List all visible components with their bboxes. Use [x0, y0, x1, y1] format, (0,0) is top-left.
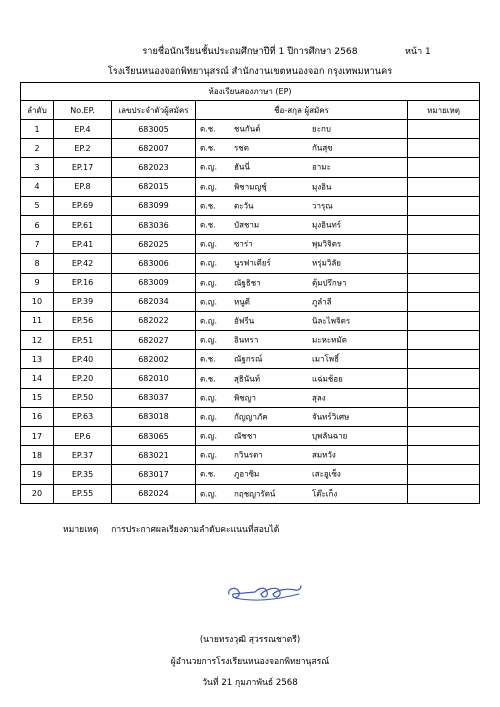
row-number: 19: [21, 465, 54, 484]
table-row: [21, 235, 480, 254]
ep-number: EP.63: [54, 407, 112, 426]
ep-number: EP.55: [54, 484, 112, 503]
table-body: [21, 120, 480, 504]
ep-number: EP.4: [54, 120, 112, 139]
first-name: กฤชญารัตน์: [234, 489, 276, 499]
row-number: 16: [21, 407, 54, 426]
table-row: [21, 484, 480, 503]
table-row: [21, 446, 480, 465]
applicant-name: [196, 407, 408, 426]
first-name: อัฟรีน: [234, 316, 255, 326]
applicant-name: [196, 235, 408, 254]
applicant-id: 682007: [112, 139, 196, 158]
last-name: พุมวิจิตร: [312, 239, 342, 249]
last-name: ยะกบ: [312, 124, 331, 134]
ep-number: EP.2: [54, 139, 112, 158]
applicant-id: 682010: [112, 369, 196, 388]
last-name: แฉ่มช้อย: [312, 374, 343, 384]
note-cell: [408, 254, 480, 273]
last-name: เมาโพธิ์: [312, 354, 339, 364]
first-name: ณัฐธิชา: [234, 278, 261, 288]
table-row: [21, 311, 480, 330]
name-prefix: ด.ญ.: [200, 412, 218, 422]
applicant-name: [196, 350, 408, 369]
table-row: [21, 215, 480, 234]
row-number: 7: [21, 235, 54, 254]
note-cell: [408, 407, 480, 426]
first-name: บัสชาม: [234, 220, 260, 230]
note-cell: [408, 350, 480, 369]
first-name: อินทรา: [234, 335, 259, 345]
note-cell: [408, 120, 480, 139]
applicant-id: 682024: [112, 484, 196, 503]
ep-number: EP.50: [54, 388, 112, 407]
applicant-name: [196, 292, 408, 311]
first-name: นูรฟาเดียร์: [234, 258, 271, 268]
ep-number: EP.35: [54, 465, 112, 484]
last-name: สมหวัง: [312, 450, 336, 460]
first-name: สุธินันท์: [234, 374, 260, 384]
row-number: 10: [21, 292, 54, 311]
note-cell: [408, 388, 480, 407]
last-name: นิละไพจิตร: [312, 316, 351, 326]
first-name: ภูอาซิม: [234, 469, 260, 479]
row-number: 17: [21, 427, 54, 446]
row-number: 1: [21, 120, 54, 139]
applicant-id: 683037: [112, 388, 196, 407]
applicant-id: 683018: [112, 407, 196, 426]
name-prefix: ด.ช.: [200, 374, 216, 384]
section-title: ห้องเรียนสองภาษา (EP): [21, 83, 480, 101]
note-cell: [408, 158, 480, 177]
applicant-name: [196, 331, 408, 350]
note-cell: [408, 427, 480, 446]
last-name: มุงอิน: [312, 182, 332, 192]
row-number: 15: [21, 388, 54, 407]
name-prefix: ด.ช.: [200, 354, 216, 364]
note-cell: [408, 177, 480, 196]
applicant-id: 682027: [112, 331, 196, 350]
row-number: 12: [21, 331, 54, 350]
applicant-id: 682023: [112, 158, 196, 177]
last-name: วารุณ: [312, 201, 333, 211]
ep-number: EP.61: [54, 215, 112, 234]
ep-number: EP.56: [54, 311, 112, 330]
table-row: [21, 177, 480, 196]
name-prefix: ด.ญ.: [200, 258, 218, 268]
first-name: หนูดี: [234, 297, 250, 307]
applicant-name: [196, 484, 408, 503]
row-number: 9: [21, 273, 54, 292]
sign-date: วันที่ 21 กุมภาพันธ์ 2568: [202, 678, 298, 688]
first-name: ตะวัน: [234, 201, 254, 211]
applicant-id: 683006: [112, 254, 196, 273]
table-row: [21, 369, 480, 388]
table-row: [21, 292, 480, 311]
first-name: กัญญาภัค: [234, 412, 268, 422]
ep-number: EP.39: [54, 292, 112, 311]
last-name: ภูลำลี: [312, 297, 332, 307]
last-name: โต๊ะเก็ง: [312, 489, 338, 499]
last-name: อามะ: [312, 162, 331, 172]
applicant-id: 682025: [112, 235, 196, 254]
first-name: ซาร่า: [234, 239, 253, 249]
page-number: หน้า 1: [405, 47, 431, 57]
signer-name: (นายทรงวุฒิ สุวรรณชาตรี): [199, 635, 301, 645]
first-name: รชต: [234, 143, 249, 153]
name-prefix: ด.ญ.: [200, 278, 218, 288]
last-name: กันสุข: [312, 143, 333, 153]
row-number: 11: [21, 311, 54, 330]
ep-number: EP.37: [54, 446, 112, 465]
first-name: ชนกันต์: [234, 124, 261, 134]
name-prefix: ด.ช.: [200, 220, 216, 230]
signer-position: ผู้อำนวยการโรงเรียนหนองจอกพิทยานุสรณ์: [170, 657, 330, 667]
last-name: เสะอูเซ็ง: [312, 469, 341, 479]
note-cell: [408, 331, 480, 350]
applicant-name: [196, 369, 408, 388]
row-number: 3: [21, 158, 54, 177]
note-cell: [408, 311, 480, 330]
applicant-id: 682015: [112, 177, 196, 196]
student-table: [20, 82, 480, 504]
applicant-name: [196, 388, 408, 407]
note-cell: [408, 484, 480, 503]
applicant-name: [196, 465, 408, 484]
ep-number: EP.20: [54, 369, 112, 388]
applicant-name: [196, 254, 408, 273]
remark-label: หมายเหตุ: [63, 525, 99, 535]
table-row: [21, 465, 480, 484]
note-cell: [408, 139, 480, 158]
remark-text: การประกาศผลเรียงตามลำดับคะแนนที่สอบได้: [111, 525, 280, 535]
applicant-name: [196, 427, 408, 446]
note-cell: [408, 465, 480, 484]
row-number: 2: [21, 139, 54, 158]
name-prefix: ด.ช.: [200, 201, 216, 211]
row-number: 5: [21, 196, 54, 215]
applicant-id: 682034: [112, 292, 196, 311]
table-row: [21, 331, 480, 350]
table-row: [21, 273, 480, 292]
ep-number: EP.6: [54, 427, 112, 446]
table-row: [21, 139, 480, 158]
first-name: ณัชชา: [234, 431, 257, 441]
applicant-name: [196, 273, 408, 292]
column-header: ชื่อ-สกุล ผู้สมัคร: [196, 101, 408, 120]
first-name: ณัฐกรณ์: [234, 354, 263, 364]
name-prefix: ด.ญ.: [200, 489, 218, 499]
ep-number: EP.40: [54, 350, 112, 369]
page-title: รายชื่อนักเรียนชั้นประถมศึกษาปีที่ 1 ปีการศึกษา 2568: [142, 46, 358, 57]
applicant-id: 683099: [112, 196, 196, 215]
row-number: 20: [21, 484, 54, 503]
applicant-name: [196, 446, 408, 465]
applicant-id: 683036: [112, 215, 196, 234]
applicant-name: [196, 196, 408, 215]
last-name: ตุ้มปรึกษา: [312, 278, 347, 288]
applicant-id: 682002: [112, 350, 196, 369]
name-prefix: ด.ญ.: [200, 316, 218, 326]
applicant-id: 683005: [112, 120, 196, 139]
name-prefix: ด.ญ.: [200, 182, 218, 192]
name-prefix: ด.ญ.: [200, 335, 218, 345]
note-cell: [408, 446, 480, 465]
last-name: จันทร์วิเศษ: [312, 412, 350, 422]
table-row: [21, 388, 480, 407]
row-number: 8: [21, 254, 54, 273]
applicant-name: [196, 215, 408, 234]
name-prefix: ด.ญ.: [200, 450, 218, 460]
table-row: [21, 427, 480, 446]
school-title: โรงเรียนหนองจอกพิทยานุสรณ์ สำนักงานเขตหนองจอก กรุงเทพมหานคร: [107, 66, 393, 77]
applicant-id: 683065: [112, 427, 196, 446]
name-prefix: ด.ช.: [200, 143, 216, 153]
table-row: [21, 120, 480, 139]
ep-number: EP.42: [54, 254, 112, 273]
applicant-name: [196, 120, 408, 139]
name-prefix: ด.ช.: [200, 469, 216, 479]
first-name: กวินรดา: [234, 450, 263, 460]
table-header-row: [21, 101, 480, 120]
name-prefix: ด.ญ.: [200, 393, 218, 403]
last-name: มะหะหมัด: [312, 335, 347, 345]
applicant-name: [196, 311, 408, 330]
first-name: พิชามญชุ์: [234, 182, 267, 192]
name-prefix: ด.ญ.: [200, 162, 218, 172]
row-number: 13: [21, 350, 54, 369]
name-prefix: ด.ญ.: [200, 297, 218, 307]
applicant-id: 683009: [112, 273, 196, 292]
table-row: [21, 158, 480, 177]
applicant-id: 683017: [112, 465, 196, 484]
ep-number: EP.16: [54, 273, 112, 292]
ep-number: EP.17: [54, 158, 112, 177]
section-title-row: [21, 83, 480, 101]
column-header: No.EP.: [54, 101, 112, 120]
column-header: เลขประจำตัวผู้สมัคร: [112, 101, 196, 120]
row-number: 14: [21, 369, 54, 388]
note-cell: [408, 196, 480, 215]
note-cell: [408, 369, 480, 388]
note-cell: [408, 273, 480, 292]
note-cell: [408, 235, 480, 254]
name-prefix: ด.ญ.: [200, 239, 218, 249]
first-name: ฮันนี่: [234, 162, 250, 172]
table-row: [21, 196, 480, 215]
row-number: 4: [21, 177, 54, 196]
applicant-id: 683021: [112, 446, 196, 465]
last-name: บุพลันฉาย: [312, 431, 348, 441]
last-name: มุงอินทร์: [312, 220, 342, 230]
note-cell: [408, 215, 480, 234]
row-number: 6: [21, 215, 54, 234]
table-row: [21, 350, 480, 369]
ep-number: EP.51: [54, 331, 112, 350]
applicant-id: 682022: [112, 311, 196, 330]
table-row: [21, 254, 480, 273]
ep-number: EP.69: [54, 196, 112, 215]
first-name: พิชญา: [234, 393, 257, 403]
last-name: หรุ่มวิลัย: [312, 258, 341, 268]
signature-image: [225, 580, 305, 612]
name-prefix: ด.ญ.: [200, 431, 218, 441]
applicant-name: [196, 139, 408, 158]
row-number: 18: [21, 446, 54, 465]
applicant-name: [196, 177, 408, 196]
table-row: [21, 407, 480, 426]
ep-number: EP.8: [54, 177, 112, 196]
column-header: ลำดับ: [21, 101, 54, 120]
applicant-name: [196, 158, 408, 177]
ep-number: EP.41: [54, 235, 112, 254]
remark-line: [63, 522, 279, 536]
last-name: สุลง: [312, 393, 326, 403]
note-cell: [408, 292, 480, 311]
name-prefix: ด.ช.: [200, 124, 216, 134]
column-header: หมายเหตุ: [408, 101, 480, 120]
